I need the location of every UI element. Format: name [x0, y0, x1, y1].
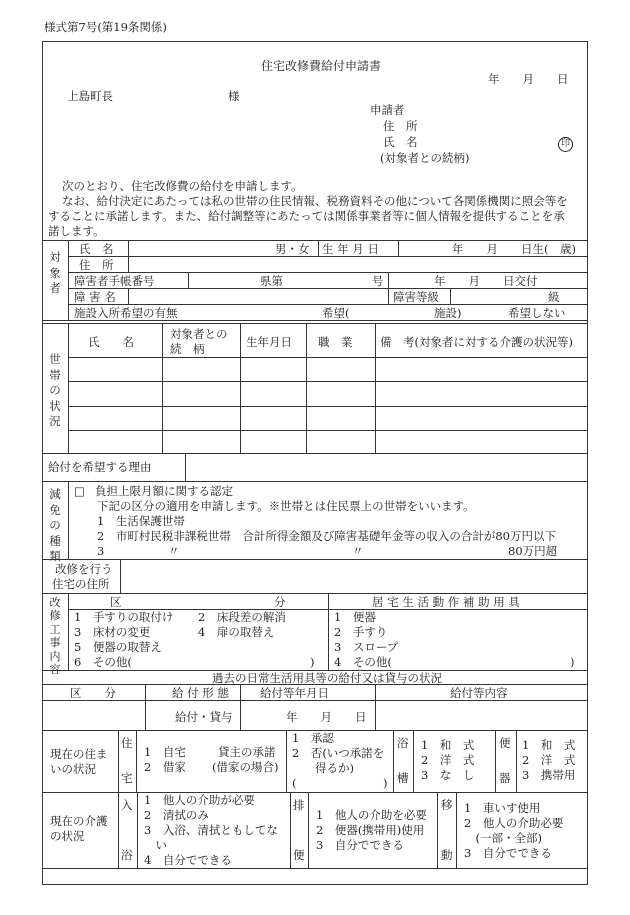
works-side-label: 改修工事内容	[49, 596, 61, 677]
applicant-name-label: 氏 名	[383, 135, 418, 149]
facility-hope[interactable]: 希望(	[322, 306, 350, 320]
assist-header: 居 宅 生 活 動 作 補 助 用 具	[372, 595, 520, 609]
works-other-close: )	[310, 655, 315, 669]
bath-option[interactable]: 2 洋 式	[421, 753, 475, 767]
household-header-dob: 生年月日	[246, 335, 292, 349]
grade-unit: 級	[548, 290, 560, 304]
care-move-col-1: 移	[441, 798, 453, 812]
bath-option[interactable]: 1 和 式	[421, 738, 475, 752]
care-bath-option-cont: い	[144, 838, 167, 852]
household-header-name: 氏 名	[88, 335, 134, 349]
housing-option[interactable]: 1 自宅	[144, 745, 186, 759]
ditto-mark-2: 〃	[352, 544, 364, 558]
exemption-line-1: 負担上限月額に関する認定	[95, 484, 233, 498]
exemption-side-label: 減免の種類	[49, 487, 61, 564]
facility-label: 施設入所希望の有無	[74, 306, 178, 320]
intro-line-2: なお、給付決定にあたっては私の世帯の住民情報、税務資料その他について各関係機関に照会等を	[62, 194, 568, 208]
history-header-content: 給付等内容	[450, 686, 508, 700]
facility-unit: 施設)	[434, 306, 462, 320]
history-title: 過去の日常生活用具等の給付又は貸与の状況	[212, 671, 442, 685]
care-bath-col-2: 浴	[121, 848, 133, 862]
works-item[interactable]: 1 手すりの取付け	[74, 610, 174, 624]
renovation-address-label-1: 改修を行う	[55, 562, 113, 576]
assist-item[interactable]: 3 スロープ	[334, 640, 399, 654]
addressee-suffix: 様	[228, 89, 240, 103]
intro-line-3: することに承諾します。また、給付調整等にあたっては関係事業者等に個人情報を提供することを承	[48, 209, 565, 223]
toilet-option[interactable]: 2 洋 式	[522, 753, 576, 767]
intro-line-4: 諾します。	[48, 224, 105, 238]
works-item[interactable]: 6 その他(	[74, 655, 132, 669]
care-bath-col-1: 入	[121, 798, 133, 812]
addressee: 上島町長	[67, 89, 113, 103]
landlord-label-2: (借家の場合)	[212, 760, 279, 774]
care-move-col-2: 動	[441, 848, 453, 862]
subject-sex[interactable]: 男・女	[275, 242, 310, 256]
history-header-form: 給 付 形 態	[172, 686, 229, 700]
toilet-col-2: 器	[499, 771, 511, 785]
care-bath-option[interactable]: 1 他人の介助が必要	[144, 793, 255, 807]
subject-address-label: 住 所	[79, 258, 114, 272]
consent-open-paren: (	[292, 776, 297, 790]
consent-option-cont: 得るか)	[292, 761, 354, 775]
assist-item[interactable]: 1 便器	[334, 610, 376, 624]
housing-option[interactable]: 2 借家	[144, 760, 186, 774]
history-date-value[interactable]: 年 月 日	[286, 710, 367, 724]
history-header-date: 給付等年月日	[260, 686, 329, 700]
landlord-label-1: 貸主の承諾	[218, 745, 276, 759]
exemption-option-3[interactable]: 3	[97, 544, 105, 558]
housing-label-2: いの状況	[50, 762, 96, 776]
care-bath-option[interactable]: 4 自分でできる	[144, 853, 232, 867]
household-header-relation-1: 対象者との	[170, 327, 228, 341]
subject-dob-label: 生 年 月 日	[322, 242, 379, 256]
care-excretion-option[interactable]: 1 他人の介助を必要	[316, 808, 427, 822]
exemption-option-2[interactable]: 2 市町村民税非課税世帯 合計所得金額及び障害基礎年金等の収入の合計が80万円以下	[97, 529, 556, 543]
consent-option[interactable]: 2 否(いつ承諾を	[292, 746, 385, 760]
consent-option[interactable]: 1 承認	[292, 731, 334, 745]
bath-col-1: 浴	[397, 736, 409, 750]
care-bath-option[interactable]: 2 清拭のみ	[144, 808, 209, 822]
grade-label: 障害等級	[393, 290, 439, 304]
housing-col-2: 宅	[121, 771, 133, 785]
works-item[interactable]: 3 床材の変更	[74, 625, 151, 639]
toilet-col-1: 便	[499, 736, 511, 750]
bath-col-2: 槽	[397, 771, 409, 785]
toilet-option[interactable]: 3 携帯用	[522, 768, 576, 782]
exemption-option-1[interactable]: 1 生活保護世帯	[97, 514, 185, 528]
subject-name-label: 氏 名	[79, 242, 114, 256]
bath-option[interactable]: 3 な し	[421, 768, 475, 782]
renovation-address-label-2: 住宅の住所	[52, 577, 110, 591]
assist-item[interactable]: 4 その他(	[334, 655, 392, 669]
care-excretion-col-2: 便	[293, 848, 305, 862]
handbook-no: 号	[372, 274, 384, 288]
care-label-1: 現在の介護	[50, 814, 108, 828]
care-move-option[interactable]: 1 車いす使用	[464, 801, 541, 815]
household-header-notes: 備 考(対象者に対する介護の状況等)	[380, 335, 573, 349]
care-excretion-option[interactable]: 2 便器(携帯用)使用	[316, 823, 425, 837]
works-item[interactable]: 2 床段差の解消	[198, 610, 286, 624]
care-move-option[interactable]: 2 他人の介助必要	[464, 816, 564, 830]
facility-none[interactable]: 希望しない	[508, 306, 566, 320]
applicant-label: 申請者	[370, 103, 405, 117]
care-label-2: の状況	[50, 829, 85, 843]
applicant-address-label: 住 所	[383, 119, 418, 133]
assist-item[interactable]: 2 手すり	[334, 625, 388, 639]
subject-side-label: 対象者	[49, 250, 61, 296]
care-excretion-col-1: 排	[293, 798, 305, 812]
ditto-mark-1: 〃	[168, 544, 180, 558]
page-title: 住宅改修費給付申請書	[261, 59, 382, 73]
care-move-option[interactable]: 3 自分でできる	[464, 846, 552, 860]
handbook-issued[interactable]: 年 月 日交付	[434, 274, 538, 288]
reason-label: 給付を希望する理由	[48, 460, 152, 474]
history-header-kubun: 区 分	[70, 686, 116, 700]
care-excretion-option[interactable]: 3 自分でできる	[316, 838, 404, 852]
exemption-line-2: 下記の区分の適用を申請します。※世帯とは住民票上の世帯をいいます。	[97, 499, 475, 513]
household-side-label: 世帯の状況	[49, 352, 61, 429]
works-item[interactable]: 4 扉の取替え	[198, 625, 275, 639]
subject-dob-value[interactable]: 年 月 日生( 歳)	[452, 242, 576, 256]
handbook-pref: 県第	[260, 274, 283, 288]
housing-col-1: 住	[121, 736, 133, 750]
housing-label-1: 現在の住ま	[50, 747, 108, 761]
works-item[interactable]: 5 便器の取替え	[74, 640, 162, 654]
exemption-checkbox[interactable]: □	[74, 484, 85, 498]
handbook-label: 障害者手帳番号	[74, 274, 155, 288]
care-move-option-cont: (一部・全部)	[464, 831, 542, 845]
exemption-option-3-tail: 80万円超	[508, 544, 558, 558]
seal-icon: 印	[558, 137, 573, 152]
toilet-option[interactable]: 1 和 式	[522, 738, 576, 752]
works-header-1: 区	[110, 595, 122, 609]
seal-mark	[558, 135, 573, 152]
assist-other-close: )	[570, 655, 575, 669]
household-header-job: 職 業	[318, 335, 353, 349]
form-number: 様式第7号(第19条関係)	[44, 20, 167, 34]
application-date[interactable]: 年 月 日	[488, 72, 569, 86]
care-bath-option[interactable]: 3 入浴、清拭ともしてな	[144, 823, 278, 837]
applicant-relation-label: (対象者との続柄)	[380, 151, 470, 165]
works-header-2: 分	[274, 595, 286, 609]
disability-label: 障 害 名	[74, 290, 116, 304]
history-form-value[interactable]: 給付・貸与	[175, 710, 233, 724]
consent-close-paren: )	[383, 776, 388, 790]
intro-line-1: 次のとおり、住宅改修費の給付を申請します。	[62, 179, 303, 193]
household-header-relation-2: 続 柄	[170, 342, 205, 356]
